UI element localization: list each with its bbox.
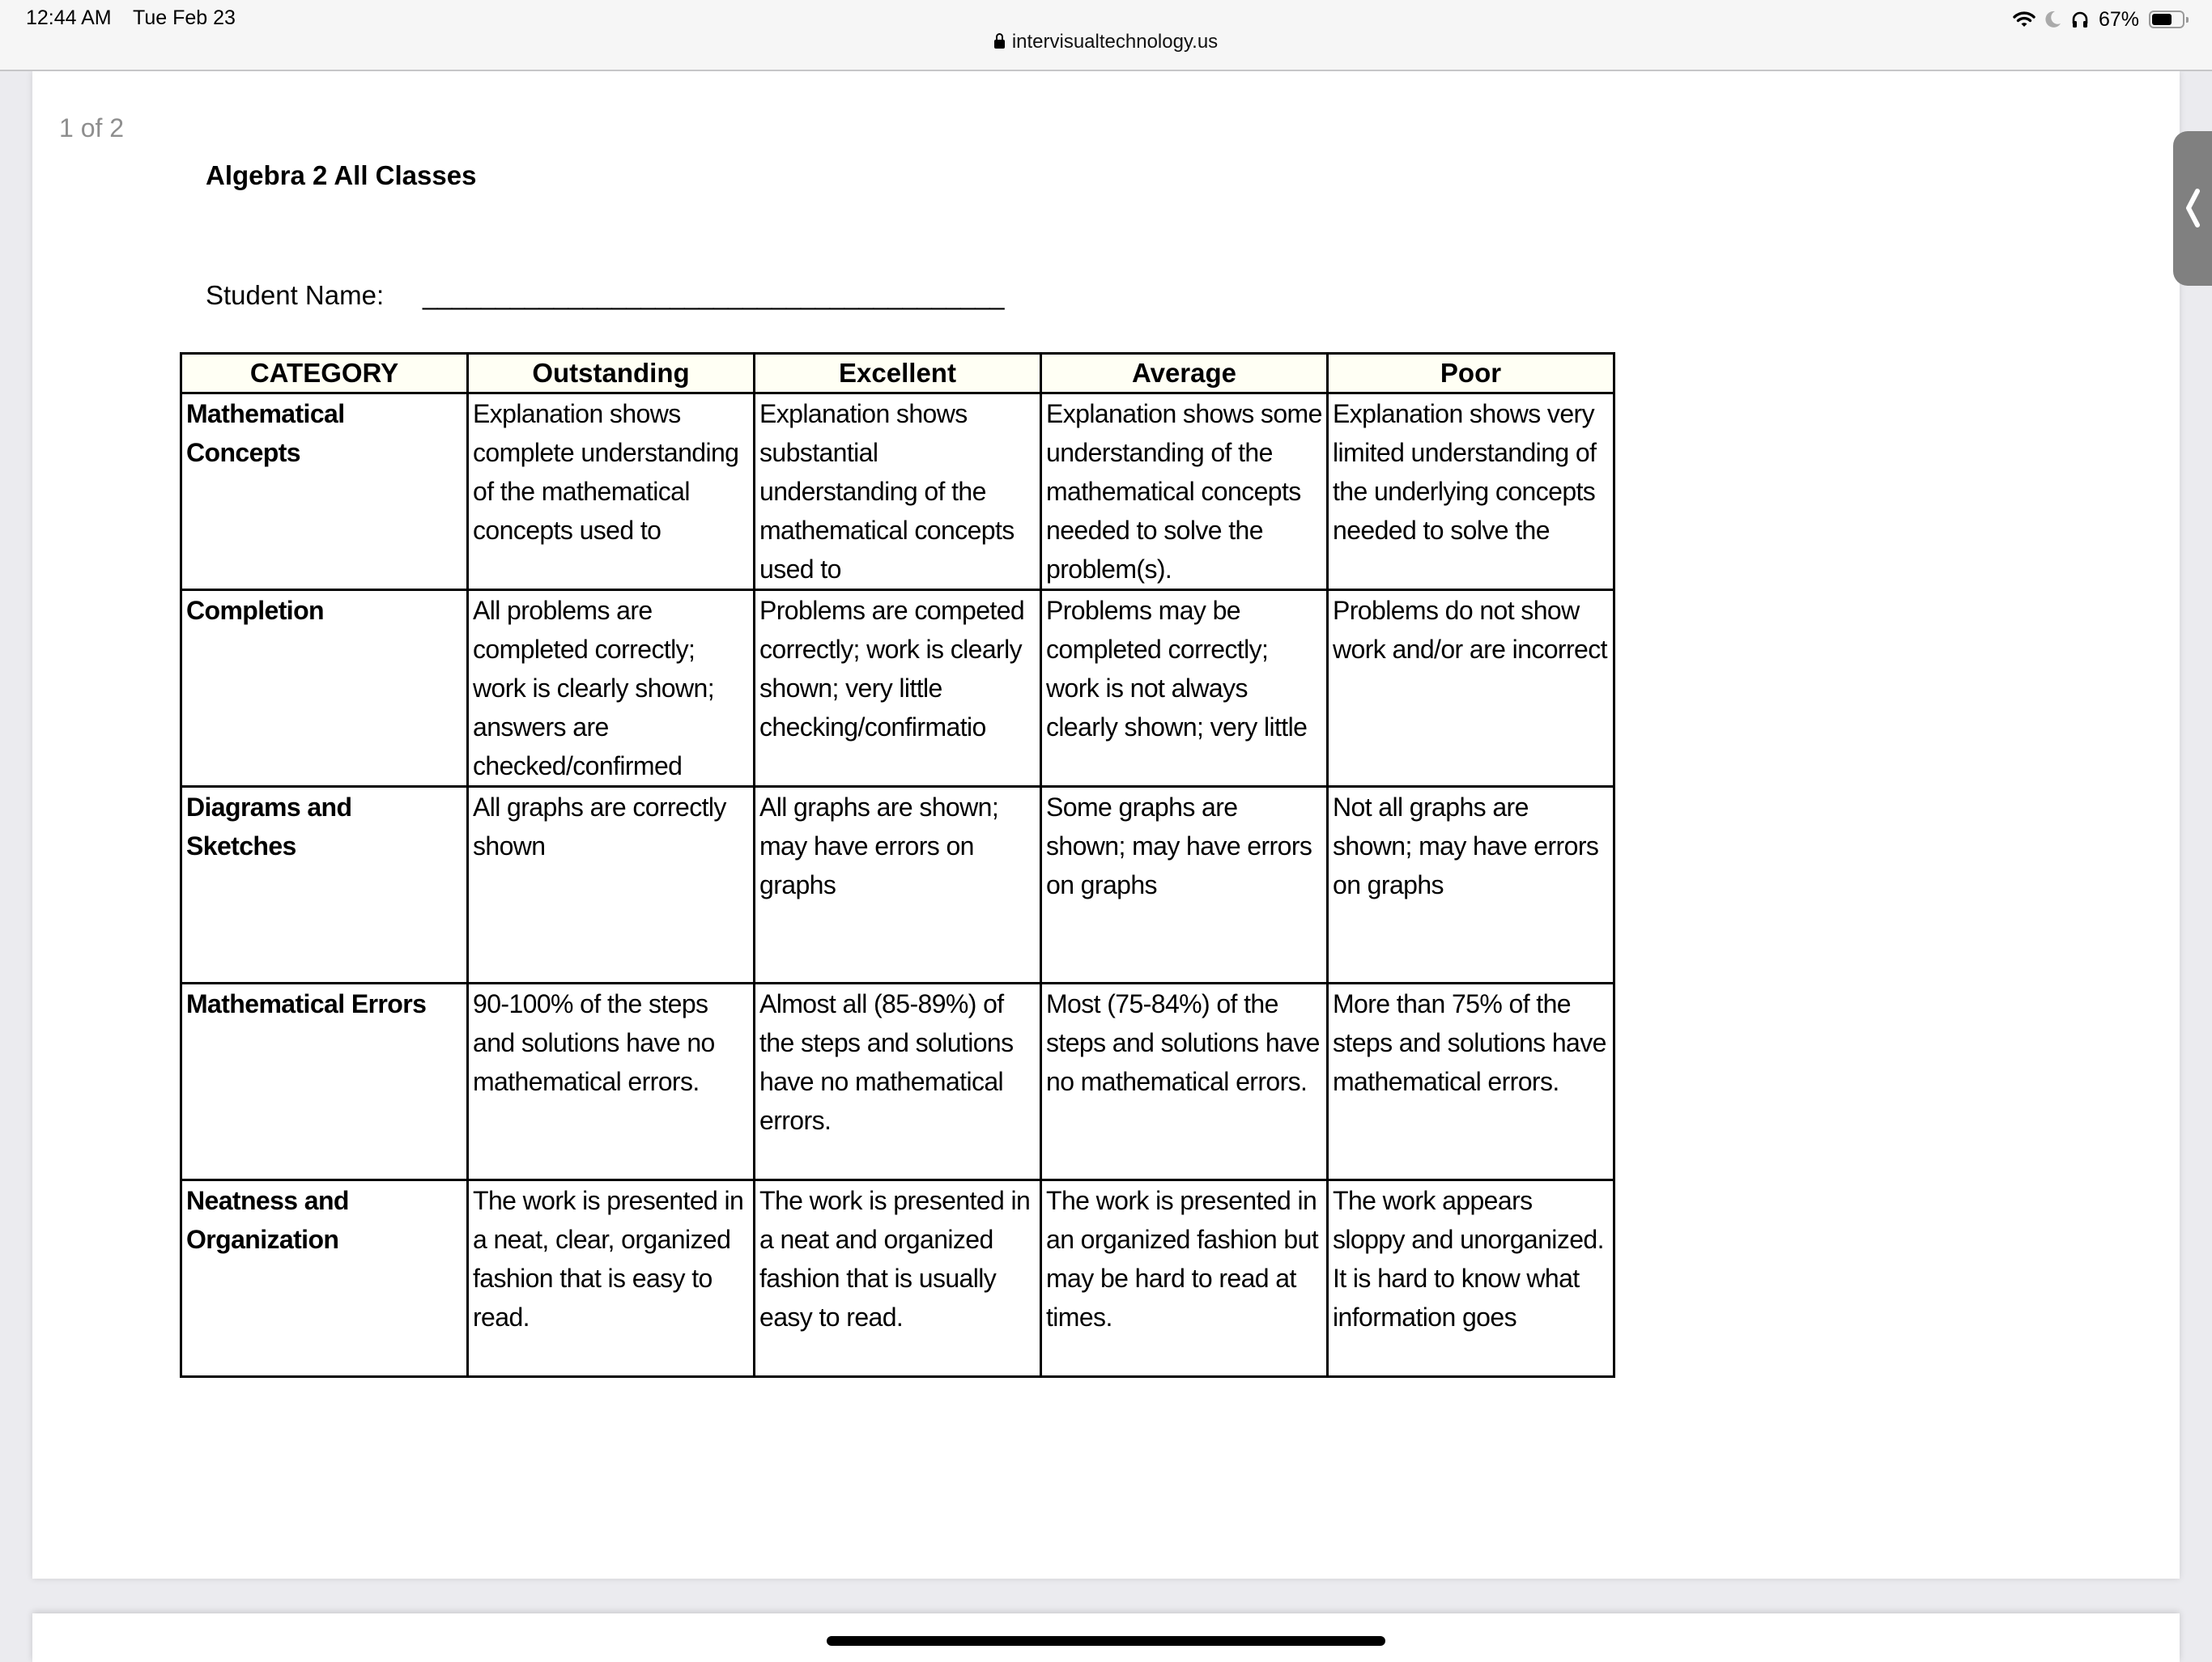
category-label: Mathematical Errors [186,989,427,1018]
category-label: Mathematical Concepts [186,399,345,467]
rubric-table [180,352,1615,1378]
category-cell [181,1180,468,1377]
table-row [181,393,1614,590]
category-cell [181,393,468,590]
cell-text: Problems are competed correctly; work is clearly shown; very little checking/confirmatio [759,596,1025,742]
category-label: Completion [186,596,324,625]
cell-text: Problems do not show work and/or are incorrect [1333,596,1607,664]
criteria-cell [755,984,1041,1180]
moon-icon [2045,11,2061,28]
header-excellent: Excellent [755,354,1041,393]
wifi-icon [2013,11,2035,28]
criteria-cell [1041,1180,1328,1377]
criteria-cell [755,787,1041,984]
cell-text: The work is presented in a neat and organized fashion that is usually easy to read. [759,1186,1031,1332]
cell-text: Explanation shows substantial understanding of the mathematical concepts used to [759,399,1015,584]
table-row [181,1180,1614,1377]
criteria-cell [755,1180,1041,1377]
criteria-cell [468,1180,755,1377]
category-label: Diagrams and Sketches [186,793,352,861]
criteria-cell [1041,984,1328,1180]
battery-icon [2149,11,2184,28]
header-poor: Poor [1328,354,1614,393]
student-name-blank: ________________________________________ [423,280,1005,310]
battery-percent: 67% [2098,7,2139,31]
cell-text: Explanation shows complete understanding of the mathematical concepts used to [473,399,739,545]
criteria-cell [468,590,755,787]
page-indicator: 1 of 2 [59,113,125,142]
cell-text: 90-100% of the steps and solutions have no mathematical errors. [473,989,715,1096]
criteria-cell [1328,393,1614,590]
status-date: Tue Feb 23 [133,6,236,29]
cell-text: Explanation shows some understanding of the mathematical concepts needed to solve the problem(s). [1046,399,1322,584]
criteria-cell [1041,590,1328,787]
criteria-cell [1041,787,1328,984]
category-cell [181,590,468,787]
rubric-header-row [181,354,1614,393]
criteria-cell [755,590,1041,787]
cell-text: All graphs are correctly shown [473,793,726,861]
document-title: Algebra 2 All Classes [206,160,477,190]
battery-level [2152,14,2172,25]
criteria-cell [468,984,755,1180]
url-text: intervisualtechnology.us [1011,31,1219,53]
url-bar[interactable] [0,31,2212,53]
criteria-cell [755,393,1041,590]
cell-text: Most (75-84%) of the steps and solutions have no mathematical errors. [1046,989,1320,1096]
cell-text: More than 75% of the steps and solutions have mathematical errors. [1333,989,1606,1096]
header-category: CATEGORY [181,354,468,393]
status-indicators [2013,6,2184,33]
criteria-cell [1041,393,1328,590]
header-outstanding: Outstanding [468,354,755,393]
criteria-cell [468,787,755,984]
student-name-label: Student Name: [206,280,385,310]
cell-text: The work is presented in an organized fashion but may be hard to read at times. [1046,1186,1319,1332]
battery-tip [2186,17,2189,23]
home-indicator[interactable] [827,1636,1385,1646]
cell-text: Some graphs are shown; may have errors on graphs [1046,793,1312,899]
cell-text: All graphs are shown; may have errors on graphs [759,793,999,899]
lock-icon [994,40,1005,49]
cell-text: All problems are completed correctly; work is clearly shown; answers are checked/confirmed [473,596,715,780]
cell-text: The work is presented in a neat, clear, organized fashion that is easy to read. [473,1186,744,1332]
category-cell [181,787,468,984]
category-label: Neatness and Organization [186,1186,349,1254]
header-average: Average [1041,354,1328,393]
chevron-left-icon [2184,188,2202,228]
criteria-cell [1328,984,1614,1180]
cell-text: The work appears sloppy and unorganized. It is hard to know what information goes [1333,1186,1604,1332]
category-cell [181,984,468,1180]
status-bar [0,0,2212,71]
cell-text: Not all graphs are shown; may have errors on graphs [1333,793,1599,899]
criteria-cell [1328,787,1614,984]
cell-text: Problems may be completed correctly; work is not always clearly shown; very little [1046,596,1308,742]
criteria-cell [1328,590,1614,787]
table-row [181,984,1614,1180]
criteria-cell [1328,1180,1614,1377]
criteria-cell [468,393,755,590]
cell-text: Explanation shows very limited understanding of the underlying concepts needed to solve the [1333,399,1597,545]
cell-text: Almost all (85-89%) of the steps and solutions have no mathematical errors. [759,989,1014,1135]
sidebar-toggle-handle[interactable] [2173,131,2212,286]
headphones-icon [2071,11,2089,28]
status-time: 12:44 AM [26,6,112,29]
table-row [181,590,1614,787]
table-row [181,787,1614,984]
